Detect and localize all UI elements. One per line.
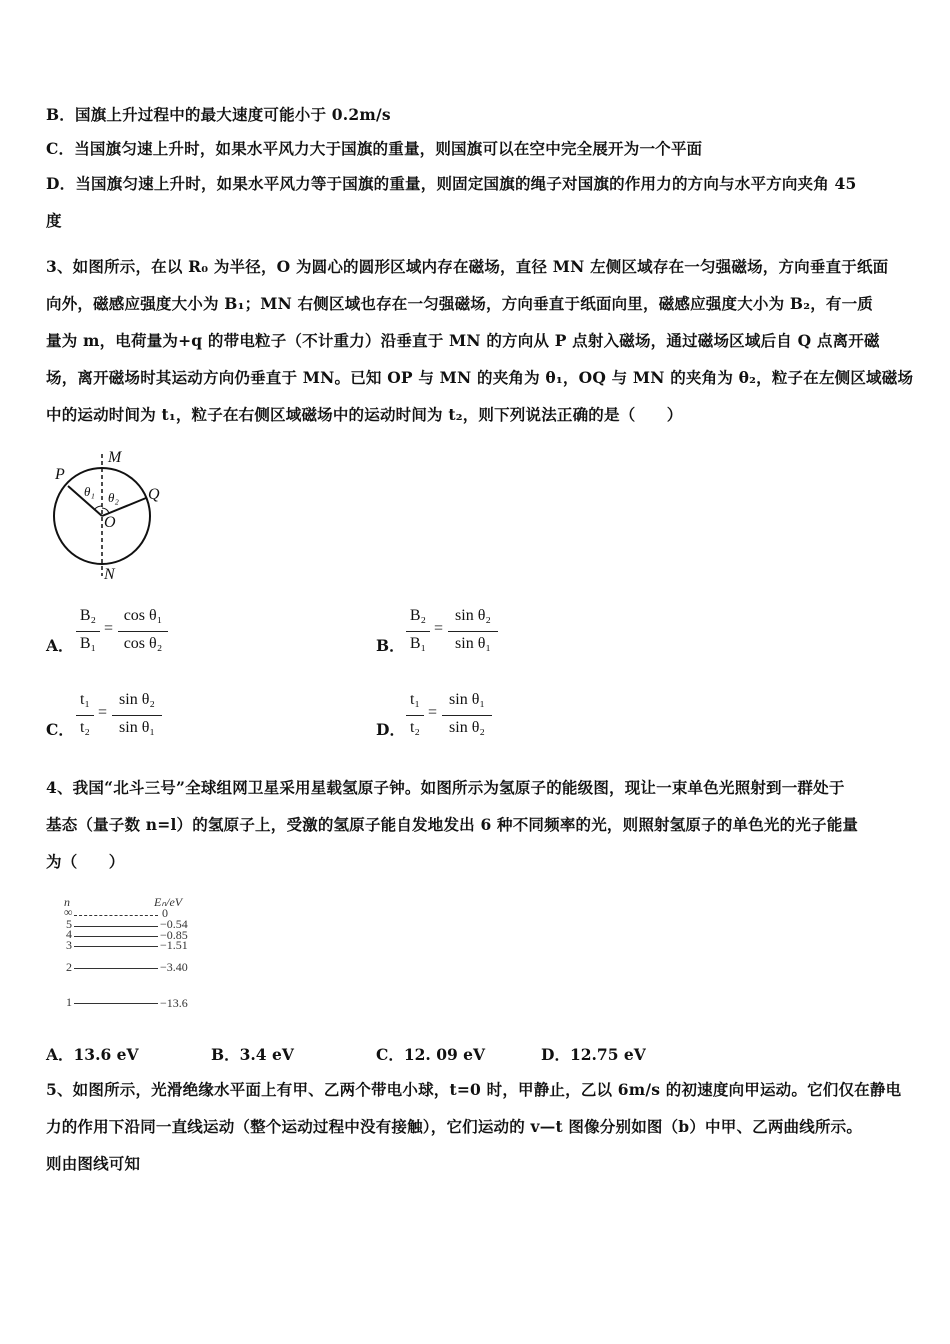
level-e-5: −0.54 <box>160 917 188 931</box>
q3-option-b-formula <box>406 607 506 659</box>
q2-option-d-line1: D．当国旗匀速上升时，如果水平风力等于国旗的重量，则固定国旗的绳子对国旗的作用力的方向与水平方向夹角 45 <box>46 174 857 193</box>
b-equals: = <box>434 620 444 637</box>
b-num-right: sin θ₂ <box>455 607 491 624</box>
q3-option-d-formula <box>406 691 506 743</box>
label-theta2: θ₂ <box>108 490 119 505</box>
level-n-4: 4 <box>66 927 72 941</box>
q5-stem-line-3: 则由图线可知 <box>46 1154 141 1173</box>
level-line-1 <box>74 1003 158 1004</box>
a-den-left: B₁ <box>79 635 97 652</box>
q4-option-b: B．3.4 eV <box>211 1045 294 1064</box>
q3-option-c-formula <box>76 691 176 743</box>
q5-stem-line-2: 力的作用下沿同一直线运动（整个运动过程中没有接触），它们运动的 v—t 图像分别如图（b）中甲、乙两曲线所示。 <box>46 1117 863 1136</box>
label-q: Q <box>148 486 160 503</box>
e-header: Eₙ/eV <box>154 895 183 909</box>
q4-stem-line-2: 基态（量子数 n=l）的氢原子上，受激的氢原子能自发地发出 6 种不同频率的光，则照射氢原子的单色光的光子能量 <box>46 815 859 834</box>
level-line-5 <box>74 926 158 927</box>
q3-option-c-label: C． <box>46 720 74 739</box>
level-e-1: −13.6 <box>160 996 188 1010</box>
b-den-left: B₁ <box>409 635 427 652</box>
a-num-left: B₂ <box>79 607 97 624</box>
q3-stem-line-1: 3、如图所示，在以 R₀ 为半径，O 为圆心的圆形区域内存在磁场，直径 MN 左侧区域存在一匀强磁场，方向垂直于纸面 <box>46 257 889 276</box>
d-num-left: t₁ <box>409 691 421 708</box>
a-den-right: cos θ₂ <box>123 635 163 652</box>
q3-stem-line-5: 中的运动时间为 t₁，粒子在右侧区域磁场中的运动时间为 t₂，则下列说法正确的是（ ） <box>46 405 683 424</box>
c-den-left: t₂ <box>79 719 91 736</box>
level-line-3 <box>74 946 158 947</box>
level-line-2 <box>74 968 158 969</box>
q3-option-a-formula <box>76 607 176 659</box>
c-equals: = <box>98 704 108 721</box>
q3-stem-line-2: 向外，磁感应强度大小为 B₁；MN 右侧区域也存在一匀强磁场，方向垂直于纸面向里，磁感应强度大小为 B₂，有一质 <box>46 294 873 313</box>
q3-stem-line-4: 场，离开磁场时其运动方向仍垂直于 MN。已知 OP 与 MN 的夹角为 θ₁，OQ 与 MN 的夹角为 θ₂，粒子在左侧区域磁场 <box>46 368 914 387</box>
label-n: N <box>104 566 115 583</box>
level-n-inf: ∞ <box>64 905 73 919</box>
d-equals: = <box>428 704 438 721</box>
level-line-inf <box>74 915 158 916</box>
level-n-1: 1 <box>66 995 72 1009</box>
label-o: O <box>104 514 116 531</box>
q2-option-b: B．国旗上升过程中的最大速度可能小于 0.2m/s <box>46 105 391 124</box>
label-p: P <box>55 466 65 483</box>
level-e-2: −3.40 <box>160 960 188 974</box>
q4-option-d: D．12.75 eV <box>541 1045 646 1064</box>
energy-level-diagram <box>62 895 222 1015</box>
label-theta1: θ₁ <box>84 484 95 499</box>
c-num-right: sin θ₂ <box>119 691 155 708</box>
n-header: n <box>64 895 70 909</box>
q2-option-d-line2: 度 <box>46 211 62 230</box>
q5-stem-line-1: 5、如图所示，光滑绝缘水平面上有甲、乙两个带电小球，t=0 时，甲静止，乙以 6m/s 的初速度向甲运动。它们仅在静电 <box>46 1080 902 1099</box>
q2-option-c: C．当国旗匀速上升时，如果水平风力大于国旗的重量，则国旗可以在空中完全展开为一个平面 <box>46 139 703 158</box>
q4-option-a: A．13.6 eV <box>46 1045 139 1064</box>
q4-option-c: C．12. 09 eV <box>376 1045 486 1064</box>
q4-stem-line-1: 4、我国“北斗三号”全球组网卫星采用星载氢原子钟。如图所示为氢原子的能级图，现让一束单色光照射到一群处于 <box>46 778 845 797</box>
q4-stem-line-3: 为（ ） <box>46 852 125 871</box>
q3-option-b-label: B． <box>376 636 405 655</box>
b-num-left: B₂ <box>409 607 427 624</box>
q3-figure <box>46 448 176 588</box>
c-den-right: sin θ₁ <box>119 719 155 736</box>
level-e-inf: 0 <box>162 906 168 920</box>
level-e-4: −0.85 <box>160 928 188 942</box>
level-n-5: 5 <box>66 917 72 931</box>
q3-option-a-label: A． <box>46 636 74 655</box>
q3-option-d-label: D． <box>376 720 405 739</box>
d-num-right: sin θ₁ <box>449 691 485 708</box>
q3-stem-line-3: 量为 m，电荷量为+q 的带电粒子（不计重力）沿垂直于 MN 的方向从 P 点射入磁场，通过磁场区域后自 Q 点离开磁 <box>46 331 880 350</box>
level-n-2: 2 <box>66 960 72 974</box>
d-den-right: sin θ₂ <box>449 719 485 736</box>
level-line-4 <box>74 936 158 937</box>
a-equals: = <box>104 620 114 637</box>
b-den-right: sin θ₁ <box>455 635 491 652</box>
level-n-3: 3 <box>66 938 72 952</box>
level-e-3: −1.51 <box>160 938 188 952</box>
label-m: M <box>108 449 122 466</box>
c-num-left: t₁ <box>79 691 91 708</box>
angle-arc-theta2 <box>102 508 109 513</box>
d-den-left: t₂ <box>409 719 421 736</box>
a-num-right: cos θ₁ <box>123 607 163 624</box>
